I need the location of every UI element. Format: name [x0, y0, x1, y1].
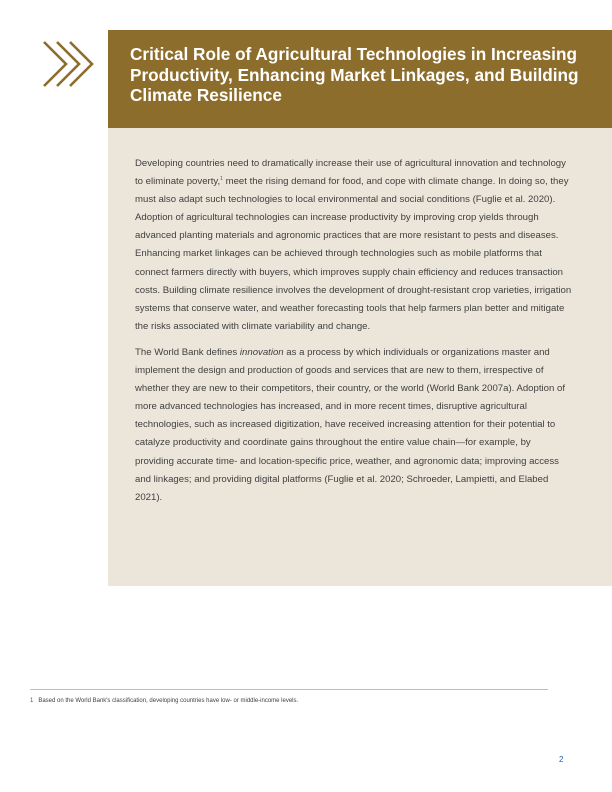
footnote-reference-1[interactable]: 1 — [220, 176, 223, 183]
section-header-band — [108, 30, 612, 128]
paragraph-1-text-end: meet the rising demand for food, and cope with climate change. In doing so, they must also adapt such technologies to local environmental and social conditions (Fuglie et al. 2020). Adoption of agricultural technologies can increase productivity by improving crop yields through advanced planting materials and agronomic practices that are more resistant to pests and diseases. Enhancing market linkages can be achieved through technologies such as mobile platforms that connect farmers directly with buyers, which improves supply chain efficiency and reduces transaction costs. Building climate resilience involves the development of drought-resistant crop varieties, irrigation systems that conserve water, and weather forecasting tools that help farmers plan better and mitigate the risks associated with climate variability and change. — [135, 176, 572, 332]
section-title: Critical Role of Agricultural Technologies in Increasing Productivity, Enhancing Market Linkages, and Building Climate Resilience — [130, 44, 579, 105]
paragraph-2-text-start: The World Bank defines — [135, 346, 240, 358]
paragraph-2-text-end: as a process by which individuals or organizations master and implement the design and production of goods and services that are new to them, irrespective of whether they are new to their competitors, their country, or the world (World Bank 2007a). Adoption of more advanced technologies has increased, and in more recent times, disruptive agricultural technologies, such as increased digitization, have received increasing attention for their potential to catalyze productivity and coordinate gains throughout the entire value chain—for example, by providing accurate time- and location-specific price, weather, and agronomic data; improving access and linkages; and providing digital platforms (Fuglie et al. 2020; Schroeder, Lampietti, and Elabed 2021). — [135, 346, 565, 503]
paragraph-1-text-start: Developing countries need to dramatically increase their use of agricultural innovation and technology to eliminate poverty, — [135, 158, 566, 188]
triple-chevron-right-icon — [40, 40, 102, 88]
footnote — [30, 698, 298, 704]
emphasis-innovation: innovation — [239, 346, 284, 358]
page-number: 2 — [559, 755, 564, 764]
body-text-box — [108, 128, 612, 586]
body-paragraph-1 — [135, 155, 572, 336]
footnote-divider — [30, 689, 548, 690]
footnote-text: Based on the World Bank's classification, developing countries have low- or middle-income levels. — [38, 698, 299, 704]
body-paragraph-2 — [135, 344, 572, 507]
footnote-marker: 1 — [30, 698, 34, 704]
